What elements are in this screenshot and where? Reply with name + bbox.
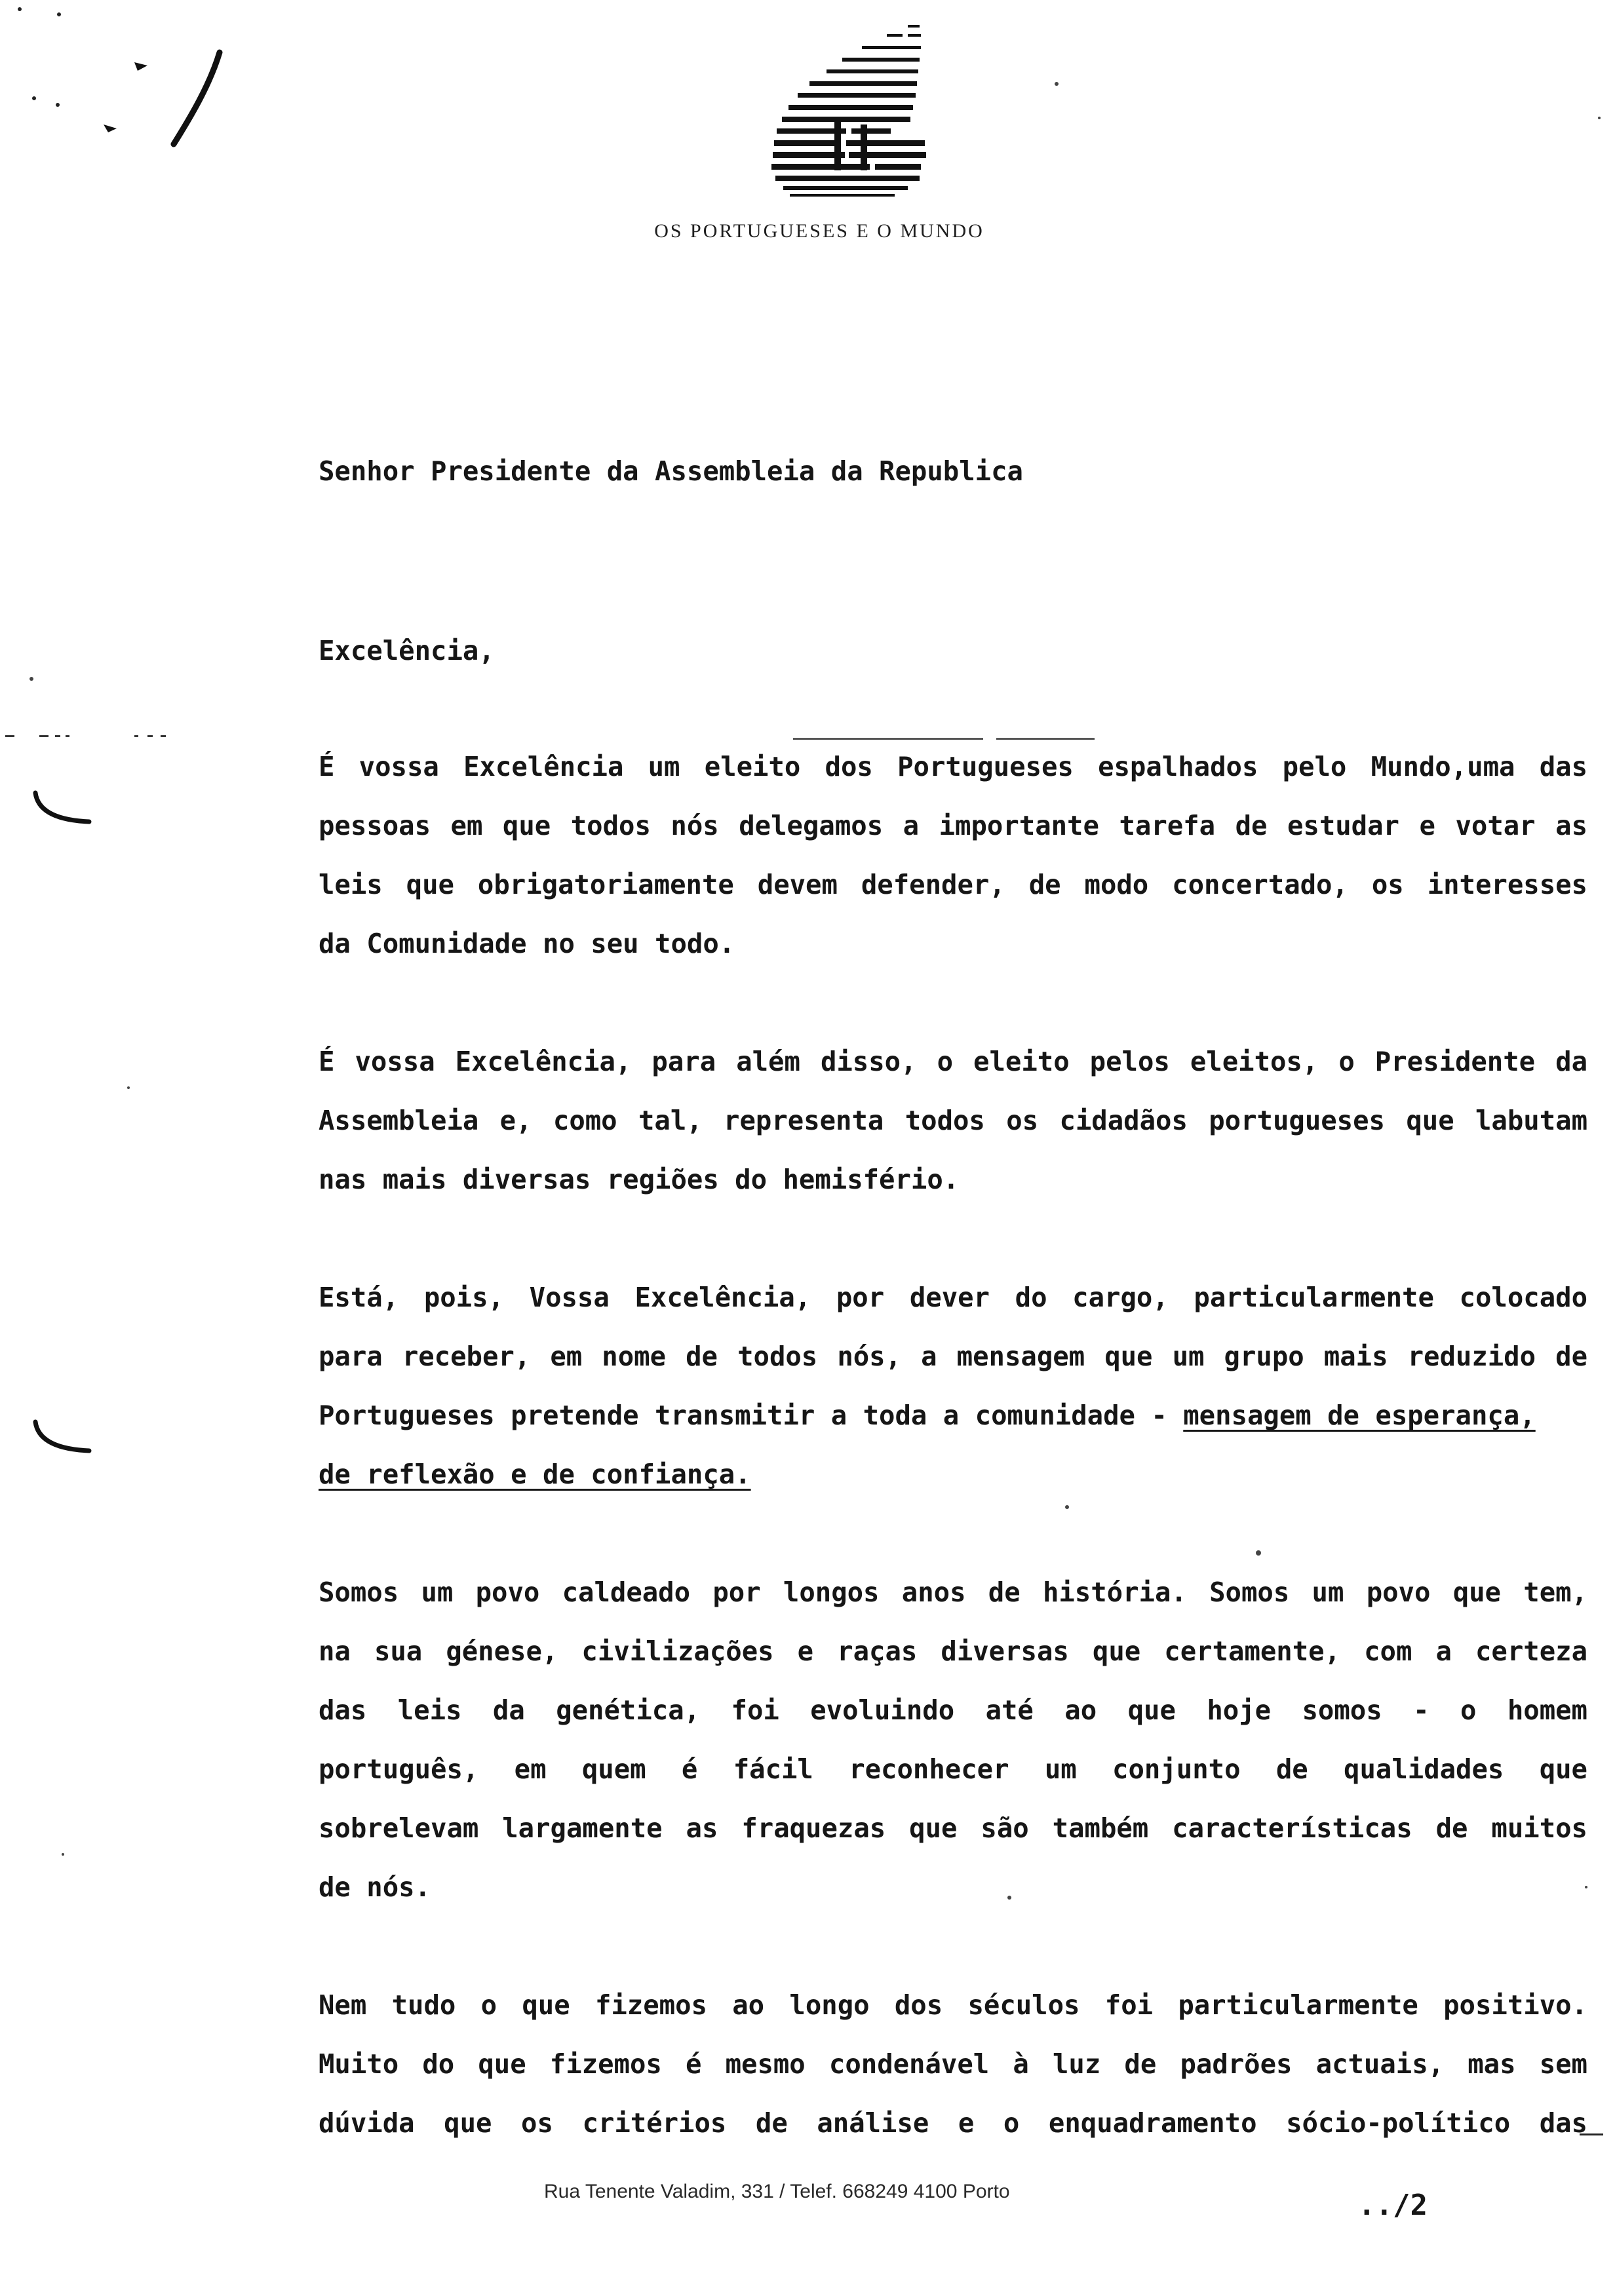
paragraph-1 <box>319 737 1587 973</box>
text-line: das leis da genética, foi evoluindo até ao que hoje somos - o homem <box>319 1694 1587 1726</box>
text-line: nas mais diversas regiões do hemisfério. <box>319 1164 960 1195</box>
organization-name: OS PORTUGUESES E O MUNDO <box>654 220 984 242</box>
text-line <box>319 1386 1587 1445</box>
paragraph-4 <box>319 1563 1587 1917</box>
paragraph-2 <box>319 1032 1587 1209</box>
salutation: Excelência, <box>319 635 495 666</box>
addressee: Senhor Presidente da Assembleia da Republica <box>319 455 1023 487</box>
text-line: pessoas em que todos nós delegamos a importante tarefa de estudar e votar as <box>319 810 1587 841</box>
text-line: português, em quem é fácil reconhecer um conjunto de qualidades que <box>319 1753 1587 1785</box>
paragraph-5 <box>319 1976 1587 2152</box>
footer-address: Rua Tenente Valadim, 331 / Telef. 668249 4100 Porto <box>544 2181 1010 2202</box>
text-segment: Portugueses pretende transmitir a toda a comunidade - <box>319 1400 1184 1431</box>
text-line: na sua génese, civilizações e raças diversas que certamente, com a certeza <box>319 1636 1587 1667</box>
text-line: de nós. <box>319 1871 431 1903</box>
text-line <box>319 1445 1587 1504</box>
text-line: Assembleia e, como tal, representa todos os cidadãos portugueses que labutam <box>319 1105 1587 1136</box>
text-line: dúvida que os critérios de análise e o enquadramento sócio-político das <box>319 2107 1587 2139</box>
text-line: Somos um povo caldeado por longos anos de história. Somos um povo que tem, <box>319 1577 1587 1608</box>
paragraph-3 <box>319 1268 1587 1504</box>
underlined-message: mensagem de esperança, <box>1183 1400 1536 1431</box>
text-line: É vossa Excelência, para além disso, o eleito pelos eleitos, o Presidente da <box>319 1046 1587 1077</box>
text-line: da Comunidade no seu todo. <box>319 928 735 959</box>
text-line: sobrelevam largamente as fraquezas que são também características de muitos <box>319 1812 1587 1844</box>
text-line: Nem tudo o que fizemos ao longo dos séculos foi particularmente positivo. <box>319 1989 1587 2021</box>
text-line: Muito do que fizemos é mesmo condenável à luz de padrões actuais, mas sem <box>319 2048 1587 2080</box>
text-line: É vossa Excelência um eleito dos Portugueses espalhados pelo Mundo,uma das <box>319 751 1587 782</box>
sailing-ship-logo-icon <box>711 20 934 210</box>
continuation-marker: ../2 <box>1358 2189 1428 2222</box>
text-line: Está, pois, Vossa Excelência, por dever do cargo, particularmente colocado <box>319 1282 1587 1313</box>
underlined-message: de reflexão e de confiança. <box>319 1459 751 1490</box>
text-line: leis que obrigatoriamente devem defender, de modo concertado, os interesses <box>319 869 1587 900</box>
text-line: para receber, em nome de todos nós, a mensagem que um grupo mais reduzido de <box>319 1341 1587 1372</box>
